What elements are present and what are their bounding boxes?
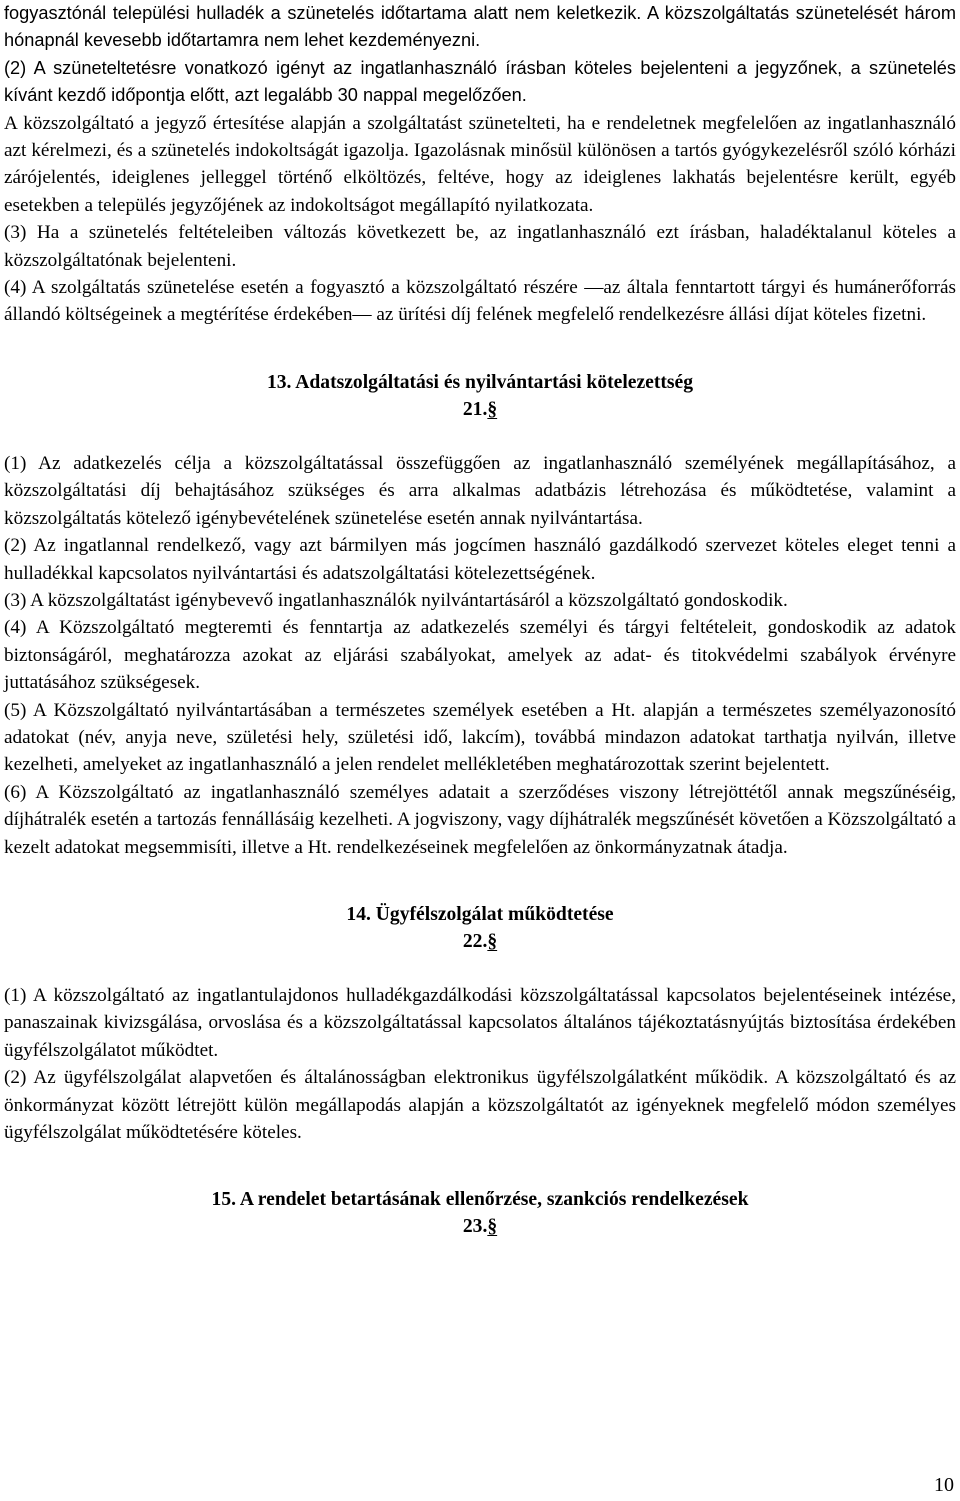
section-heading: 15. A rendelet betartásának ellenőrzése, szankciós rendelkezések [211,1189,749,1211]
paragraph-sign: § [487,1216,498,1238]
section-number [4,928,956,955]
paragraph: (1) Az adatkezelés célja a közszolgáltatással összefüggően az ingatlanhasználó személyének megállapításához, a közszolgáltatási díj behajtásához szükséges és arra alkalmas adatbázis létrehozása és működtetése, valamint a közszolgáltatás kötelező igénybevételének szünetelése esetén annak nyilvántartása. [4,452,956,529]
paragraph: A közszolgáltató a jegyző értesítése alapján a szolgáltatást szünetelteti, ha e rendeletnek megfelelően az ingatlanhasználó azt kérelmezi, és a szünetelés indokoltságát igazolja. Igazolásnak minősül különösen a tartós gyógykezelésről szóló kórházi zárójelentés, ideiglenes jelleggel történő elköltözés, feltéve, hogy az ideiglenes lakhatás bejelentésre került, egyéb esetekben a település jegyzőjének az indokoltságot megállapító nyilatkozata. [4,112,956,216]
paragraph: (6) A Közszolgáltató az ingatlanhasználó személyes adatait a szerződéses viszony létrejöttétől annak megszűnéséig, díjhátralék esetén a tartozás fennállásáig kezelheti. A jogviszony, vagy díjhátralék megszűnését követően a Közszolgáltató a kezelt adatokat megsemmisíti, illetve a Ht. rendelkezéseinek megfelelően az önkormányzatnak átadja. [4,781,956,858]
paragraph: (3) Ha a szünetelés feltételeiben változás következett be, az ingatlanhasználó ezt írásban, haladéktalanul köteles a közszolgáltatónak bejelenteni. [4,222,956,271]
page-number: 10 [934,1474,954,1496]
spacer [4,861,956,901]
paragraph-sign: § [487,930,498,952]
spacer [4,329,956,369]
paragraph: (1) A közszolgáltató az ingatlantulajdonos hulladékgazdálkodási közszolgáltatással kapcsolatos bejelentéseinek intézése, panaszainak kivizsgálása, orvoslása és a közszolgáltatással kapcsolatos általános tájékoztatásnyújtás biztosítása érdekében ügyfélszolgálatot működtet. [4,984,956,1061]
document-page [4,0,956,1240]
paragraph: (4) A szolgáltatás szünetelése esetén a fogyasztó a közszolgáltató részére —az általa fenntartott tárgyi és humánerőforrás állandó költségeinek a megtérítése érdekében— az ürítési díj felének megfelelő rendelkezésre állási díjat köteles fizetni. [4,277,956,326]
paragraph: (2) A szüneteltetésre vonatkozó igényt az ingatlanhasználó írásban köteles bejelenteni a jegyzőnek, a szünetelés kívánt kezdő időpontja előtt, azt legalább 30 nappal megelőzően. [4,57,956,106]
section-number-text: 22. [462,930,488,952]
paragraph: fogyasztónál települési hulladék a szünetelés időtartama alatt nem keletkezik. A közszolgáltatás szünetelését három hónapnál kevesebb időtartamra nem lehet kezdeményezni. [4,3,956,51]
paragraph: (5) A Közszolgáltató nyilvántartásában a természetes személyek esetében a Ht. alapján a természetes személyazonosító adatokat (név, anyja neve, születési hely, születési idő, lakcím), továbbá mindazon adatokat tarthatja nyilván, illetve kezelheti, amelyeket az ingatlanhasználó a jelen rendelet mellékletében meghatározottak szerint bejelentett. [4,699,956,776]
spacer [4,423,956,450]
section-number-text: 21. [462,398,488,420]
spacer [4,955,956,982]
spacer [4,1146,956,1186]
section-number-text: 23. [462,1216,488,1238]
section-number [4,396,956,423]
paragraph: (2) Az ingatlannal rendelkező, vagy azt bármilyen más jogcímen használó gazdálkodó szervezet köteles eleget tenni a hulladékkal kapcsolatos nyilvántartási és adatszolgáltatási kötelezettségének. [4,535,956,584]
section-heading: 14. Ügyfélszolgálat működtetése [346,903,614,925]
paragraph: (4) A Közszolgáltató megteremti és fenntartja az adatkezelés személyi és tárgyi feltételeit, gondoskodik az adatok biztonságáról, meghatározza azokat az eljárási szabályokat, amelyek az adat- és titokvédelmi szabályok érvényre juttatásához szükségesek. [4,617,956,694]
section-heading: 13. Adatszolgáltatási és nyilvántartási kötelezettség [266,371,694,393]
paragraph-sign: § [487,398,498,420]
section-number [4,1213,956,1240]
paragraph: (3) A közszolgáltatást igénybevevő ingatlanhasználók nyilvántartásáról a közszolgáltató gondoskodik. [4,589,788,611]
paragraph: (2) Az ügyfélszolgálat alapvetően és általánosságban elektronikus ügyfélszolgálatként működik. A közszolgáltató és az önkormányzat között létrejött külön megállapodás alapján a közszolgáltatót az igényeknek megfelelő módon személyes ügyfélszolgálat működtetésére köteles. [4,1067,956,1143]
